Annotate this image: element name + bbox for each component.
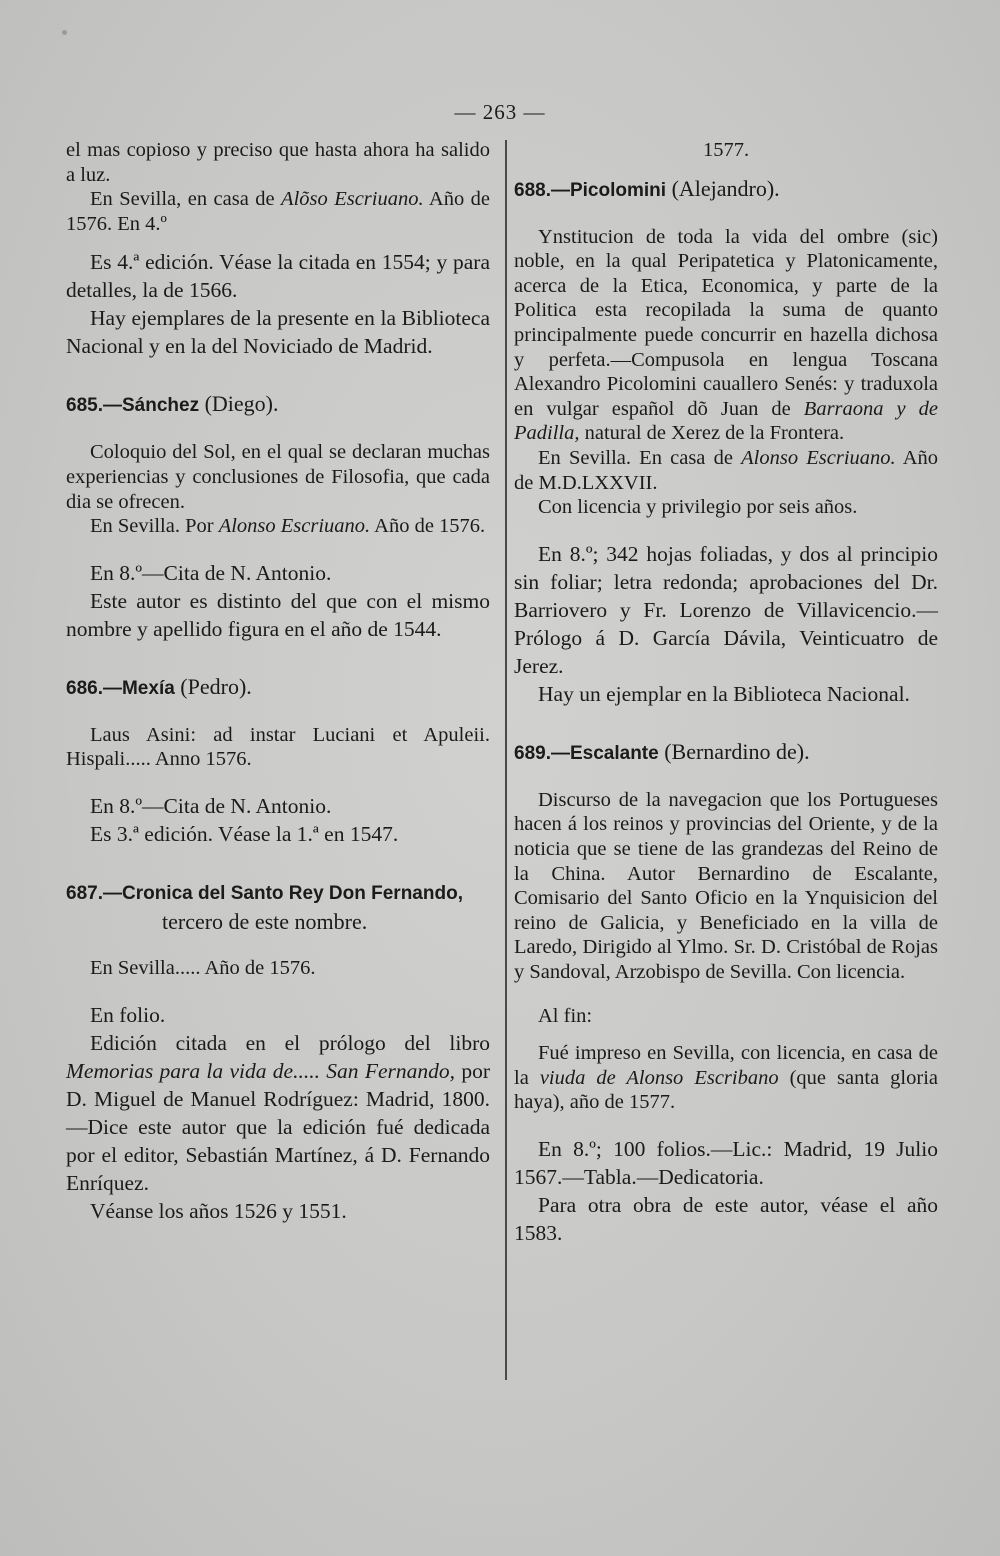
- entry-686-heading: 686.—Mexía (Pedro).: [66, 673, 252, 699]
- entry-687-heading: 687.—Cronica del Santo Rey Don Fernando,: [66, 882, 463, 904]
- column-divider: [505, 140, 507, 1380]
- entry-685-imprint: En Sevilla. Por Alonso Escriuano. Año de 1576.: [90, 515, 486, 538]
- entry-689-al-fin: Al fin:: [538, 1005, 593, 1028]
- entry-688-imprint: En Sevilla. En casa de Alonso Escriuano. Año de M.D.LXXVII.: [514, 446, 939, 494]
- entry-689-title: Discurso de la navegacion que los Portugueses hacen á los reinos y provincias del Oriente, y de la noticia que se tiene de las grandezas del Reino de la China. Autor Bernardino de Escalante, Comisario del Santo Oficio en la Ynquisicion del reino de Galicia, y Beneficiado en la villa de Laredo, Dirigido al Ylmo. Sr. D. Cristóbal de Rojas y Sandoval, Arzobispo de Sevilla. Con licencia.: [514, 788, 938, 983]
- continued-year: 1577.: [702, 139, 750, 161]
- entry-686-format: En 8.º—Cita de N. Antonio.: [90, 793, 332, 818]
- entry-688-copies: Hay un ejemplar en la Biblioteca Nacional.: [538, 681, 910, 706]
- entry-687-title-continuation: tercero de este nombre.: [162, 908, 368, 934]
- left-column: [66, 138, 490, 1225]
- paper-speck: [62, 30, 67, 35]
- entry-689-see-also: Para otra obra de este autor, véase el año 1583.: [514, 1192, 938, 1245]
- entry-686-note: Es 3.ª edición. Véase la 1.ª en 1547.: [90, 821, 399, 846]
- entry-687-note: Edición citada en el prólogo del libro Memorias para la vida de..... San Fernando, por D. Miguel de Manuel Rodríguez: Madrid, 1800.—Dice este autor que la edición fué dedicada por el editor, Sebastián Martínez, á D. Fernando Enríquez.: [66, 1030, 490, 1195]
- entry-689-format: En 8.º; 100 folios.—Lic.: Madrid, 19 Julio 1567.—Tabla.—Dedicatoria.: [514, 1136, 938, 1189]
- intro-edition-note: Es 4.ª edición. Véase la citada en 1554; y para detalles, la de 1566.: [66, 250, 490, 303]
- entry-685-note: Este autor es distinto del que con el mismo nombre y apellido figura en el año de 1544.: [66, 588, 490, 641]
- entry-688-heading: 688.—Picolomini (Alejandro).: [514, 175, 780, 201]
- entry-687-format: En folio.: [90, 1002, 166, 1027]
- intro-paragraph: el mas copioso y preciso que hasta ahora ha salido a luz.: [66, 139, 490, 186]
- intro-imprint: En Sevilla, en casa de Alõso Escriuano. Año de 1576. En 4.º: [66, 188, 491, 235]
- entry-688-format: En 8.º; 342 hojas foliadas, y dos al principio sin foliar; letra redonda; aprobaciones del Dr. Barriovero y Fr. Lorenzo de Villavicencio.—Prólogo á D. García Dávila, Veinticuatro de Jerez.: [514, 541, 938, 678]
- entry-685-format: En 8.º—Cita de N. Antonio.: [90, 560, 332, 585]
- entry-685-title: Coloquio del Sol, en el qual se declaran muchas experiencias y conclusiones de Filosofia, que cada dia se ofrecen.: [66, 441, 490, 513]
- entry-686-title: Laus Asini: ad instar Luciani et Apuleii. Hispali..... Anno 1576.: [66, 723, 490, 771]
- entry-688-license: Con licencia y privilegio por seis años.: [538, 496, 858, 519]
- entry-688-title: Ynstitucion de toda la vida del ombre (sic) noble, en la qual Peripatetica y Platonicamente, acerca de la Etica, Economica, y parte de la Politica esta recopilada la suma de quanto principalmente puede concurrir en hazella dichosa y perfeta.—Compusola en lengua Toscana Alexandro Picolomini cauallero Senés: y traduxola en vulgar español dõ Juan de Barraona y de Padilla, natural de Xerez de la Frontera.: [514, 225, 938, 445]
- entry-687-see-also: Véanse los años 1526 y 1551.: [90, 1198, 347, 1223]
- right-column: [514, 138, 938, 1247]
- intro-copies-note: Hay ejemplares de la presente en la Biblioteca Nacional y en la del Noviciado de Madrid.: [66, 306, 490, 359]
- entry-687-imprint: En Sevilla..... Año de 1576.: [90, 956, 316, 979]
- entry-689-heading: 689.—Escalante (Bernardino de).: [514, 738, 810, 764]
- page-number: — 263 —: [454, 100, 546, 124]
- entry-689-colophon: Fué impreso en Sevilla, con licencia, en casa de la viuda de Alonso Escribano (que santa gloria haya), año de 1577.: [514, 1042, 938, 1114]
- entry-685-heading: 685.—Sánchez (Diego).: [66, 391, 279, 417]
